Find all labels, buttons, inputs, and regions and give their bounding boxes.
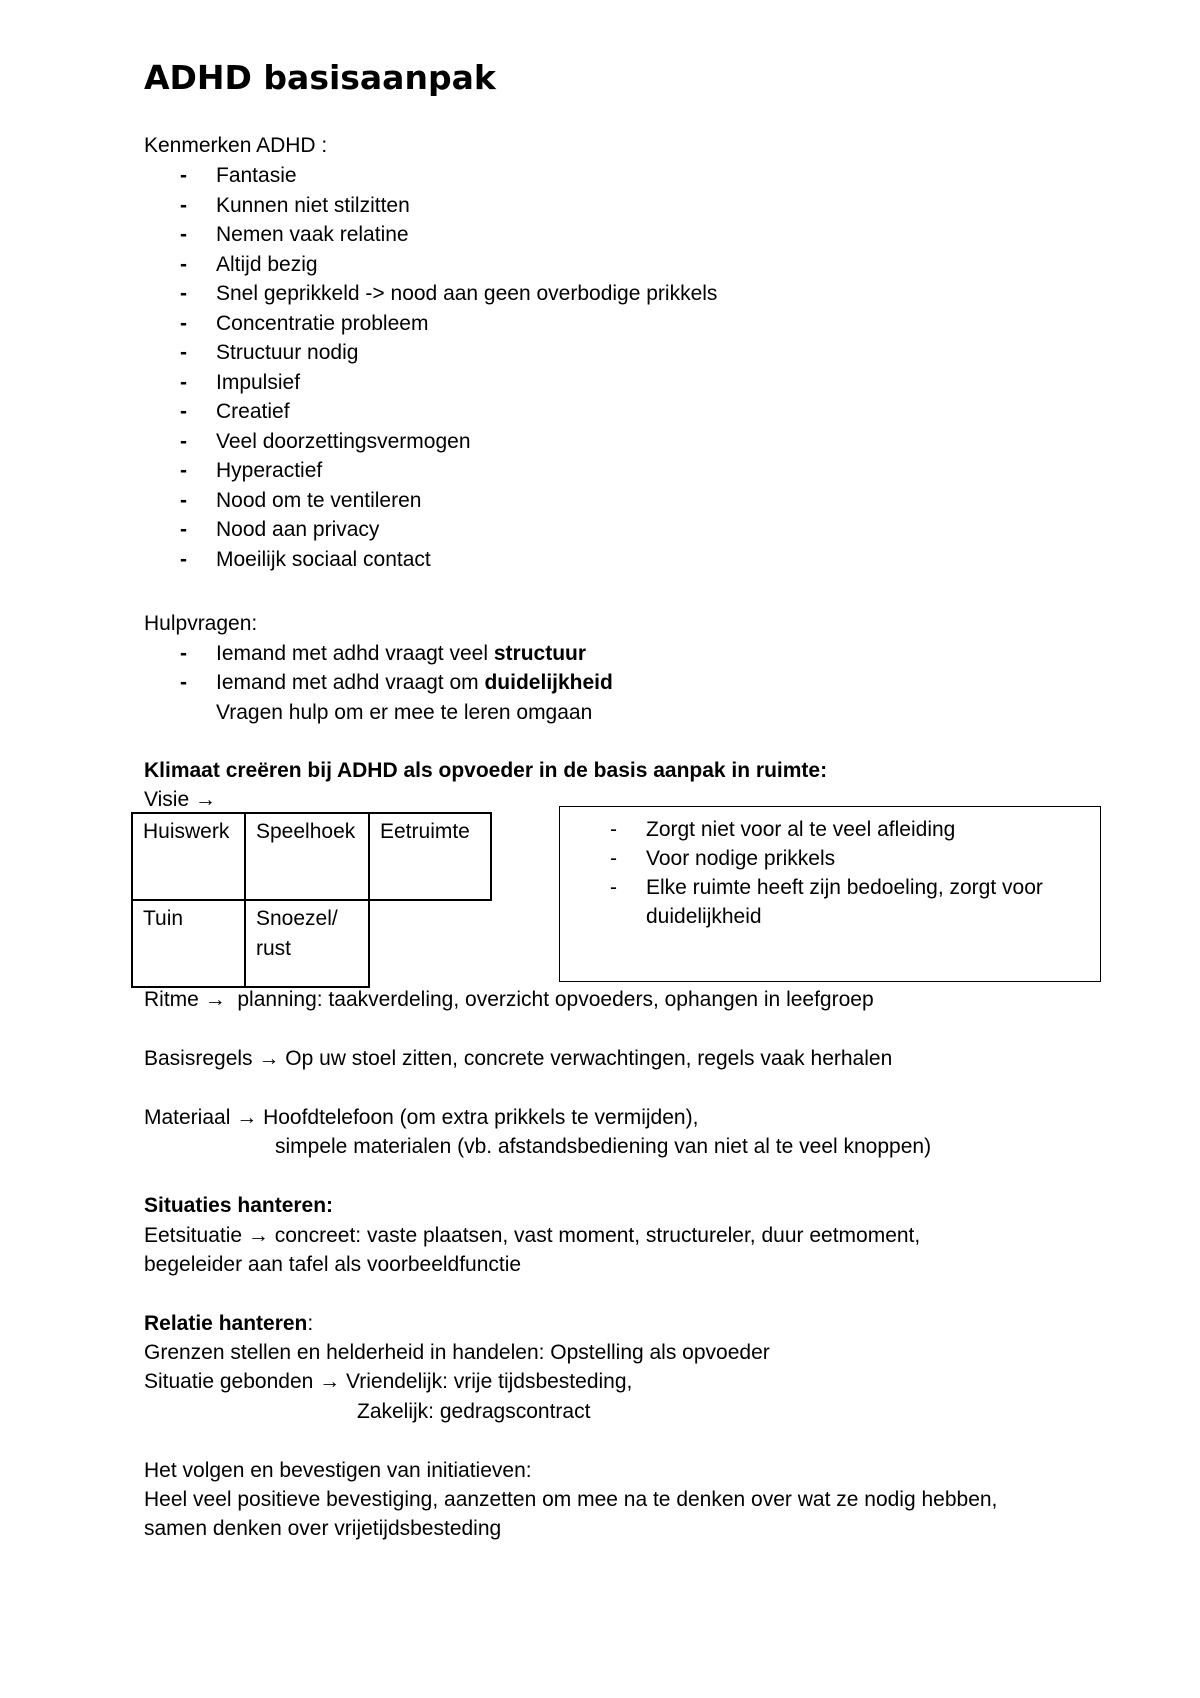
situatie-gebonden-label: Situatie gebonden — [144, 1370, 314, 1393]
kenmerk-text: Nood om te ventileren — [216, 488, 422, 512]
list-item: - Moeilijk sociaal contact — [180, 547, 431, 571]
kenmerk-text: Veel doorzettingsvermogen — [216, 429, 471, 453]
room-cell-huiswerk: Huiswerk — [131, 812, 246, 901]
basisregels-text: Op uw stoel zitten, concrete verwachtingen, regels vaak herhalen — [285, 1047, 893, 1070]
arrow-icon: → — [247, 1224, 269, 1247]
list-item: - Kunnen niet stilzitten — [180, 193, 410, 217]
eetsituatie-line — [144, 1222, 920, 1250]
hulpvraag-text: Iemand met adhd vraagt veel — [216, 642, 494, 665]
list-item: - Veel doorzettingsvermogen — [180, 429, 471, 453]
relatie-heading-text: Relatie hanteren — [144, 1312, 308, 1335]
relatie-heading: Relatie hanteren: — [144, 1312, 314, 1335]
eetsituatie-label: Eetsituatie — [144, 1224, 243, 1247]
room-cell-tuin: Tuin — [131, 899, 246, 988]
list-item: - Snel geprikkeld -> nood aan geen overbodige prikkels — [180, 282, 718, 305]
arrow-icon: → — [236, 1106, 258, 1129]
visie-label: Visie — [144, 788, 190, 811]
materiaal-text: Hoofdtelefoon (om extra prikkels te vermijden), — [263, 1106, 699, 1129]
kenmerk-text: Snel geprikkeld -> nood aan geen overbodige prikkels — [216, 282, 718, 305]
materiaal-label: Materiaal — [144, 1106, 231, 1129]
list-item: - Zorgt niet voor al te veel afleiding — [610, 818, 956, 841]
initiatieven-line2: samen denken over vrijetijdsbesteding — [144, 1517, 502, 1540]
materiaal-line2: simpele materialen (vb. afstandsbediening van niet al te veel knoppen) — [275, 1135, 932, 1158]
page-title: ADHD basisaanpak — [144, 58, 496, 97]
list-item: - Concentratie probleem — [180, 311, 429, 335]
list-item: - Altijd bezig — [180, 252, 318, 276]
arrow-icon: → — [194, 788, 216, 811]
list-item: - Nemen vaak relatine — [180, 223, 409, 246]
list-item: - Iemand met adhd vraagt veel structuur — [180, 642, 587, 665]
arrow-icon: → — [319, 1370, 341, 1393]
ritme-text: planning: taakverdeling, overzicht opvoeders, ophangen in leefgroep — [237, 988, 874, 1011]
kenmerk-text: Structuur nodig — [216, 341, 359, 364]
list-item: - Elke ruimte heeft zijn bedoeling, zorgt voor — [610, 876, 1043, 899]
relatie-line1: Grenzen stellen en helderheid in handelen: Opstelling als opvoeder — [144, 1341, 770, 1364]
kenmerk-text: Altijd bezig — [216, 252, 318, 276]
visie-line — [144, 786, 216, 814]
hulpvragen-continuation: Vragen hulp om er mee te leren omgaan — [216, 701, 593, 724]
kenmerk-text: Concentratie probleem — [216, 311, 429, 335]
initiatieven-line1: Heel veel positieve bevestiging, aanzetten om mee na te denken over wat ze nodig hebben, — [144, 1488, 998, 1511]
kenmerk-text: Impulsief — [216, 370, 301, 394]
situatie-gebonden-line — [144, 1368, 632, 1396]
hulpvraag-emphasis: structuur — [493, 642, 587, 665]
kenmerk-text: Creatief — [216, 400, 290, 423]
kenmerken-heading: Kenmerken ADHD : — [144, 134, 328, 157]
list-item: - Fantasie — [180, 164, 297, 187]
eetsituatie-text: concreet: vaste plaatsen, vast moment, structureler, duur eetmoment, — [274, 1224, 921, 1247]
hulpvraag-text: Iemand met adhd vraagt om — [216, 671, 485, 694]
list-item: - Voor nodige prikkels — [610, 847, 836, 870]
basisregels-label: Basisregels — [144, 1047, 253, 1070]
room-cell-speelhoek: Speelhoek — [244, 812, 370, 901]
kenmerk-text: Moeilijk sociaal contact — [216, 547, 431, 571]
kenmerk-text: Fantasie — [216, 164, 297, 187]
room-cell-snoezel: Snoezel/ rust — [244, 899, 370, 988]
situatie-gebonden-text: Vriendelijk: vrije tijdsbesteding, — [346, 1370, 633, 1393]
list-item: - Hyperactief — [180, 459, 323, 482]
situaties-heading: Situaties hanteren: — [144, 1194, 334, 1217]
materiaal-line — [144, 1104, 698, 1132]
kenmerk-text: Hyperactief — [216, 459, 323, 482]
list-item: - Iemand met adhd vraagt om duidelijkheid — [180, 671, 613, 694]
hulpvragen-heading: Hulpvragen: — [144, 612, 258, 635]
klimaat-heading: Klimaat creëren bij ADHD als opvoeder in de basis aanpak in ruimte: — [144, 759, 828, 782]
hulpvraag-emphasis: duidelijkheid — [484, 671, 613, 694]
ritme-line — [144, 986, 874, 1014]
kenmerk-text: Kunnen niet stilzitten — [216, 193, 410, 217]
list-item-continuation: duidelijkheid — [646, 905, 762, 928]
ritme-label: Ritme — [144, 988, 199, 1011]
eetsituatie-line2: begeleider aan tafel als voorbeeldfunctie — [144, 1253, 522, 1276]
arrow-icon: → — [258, 1047, 280, 1070]
relatie-line3: Zakelijk: gedragscontract — [357, 1400, 591, 1423]
initiatieven-heading: Het volgen en bevestigen van initiatieven: — [144, 1459, 532, 1482]
kenmerk-text: Nemen vaak relatine — [216, 223, 409, 246]
list-item: - Creatief — [180, 400, 290, 423]
list-item: - Nood aan privacy — [180, 518, 380, 541]
list-item: - Nood om te ventileren — [180, 488, 422, 512]
klimaat-notes-box — [559, 806, 1101, 982]
basisregels-line — [144, 1045, 892, 1073]
list-item: - Structuur nodig — [180, 341, 359, 364]
arrow-icon: → — [204, 988, 226, 1011]
room-cell-eetruimte: Eetruimte — [368, 812, 492, 901]
kenmerk-text: Nood aan privacy — [216, 518, 380, 541]
list-item: - Impulsief — [180, 370, 301, 394]
